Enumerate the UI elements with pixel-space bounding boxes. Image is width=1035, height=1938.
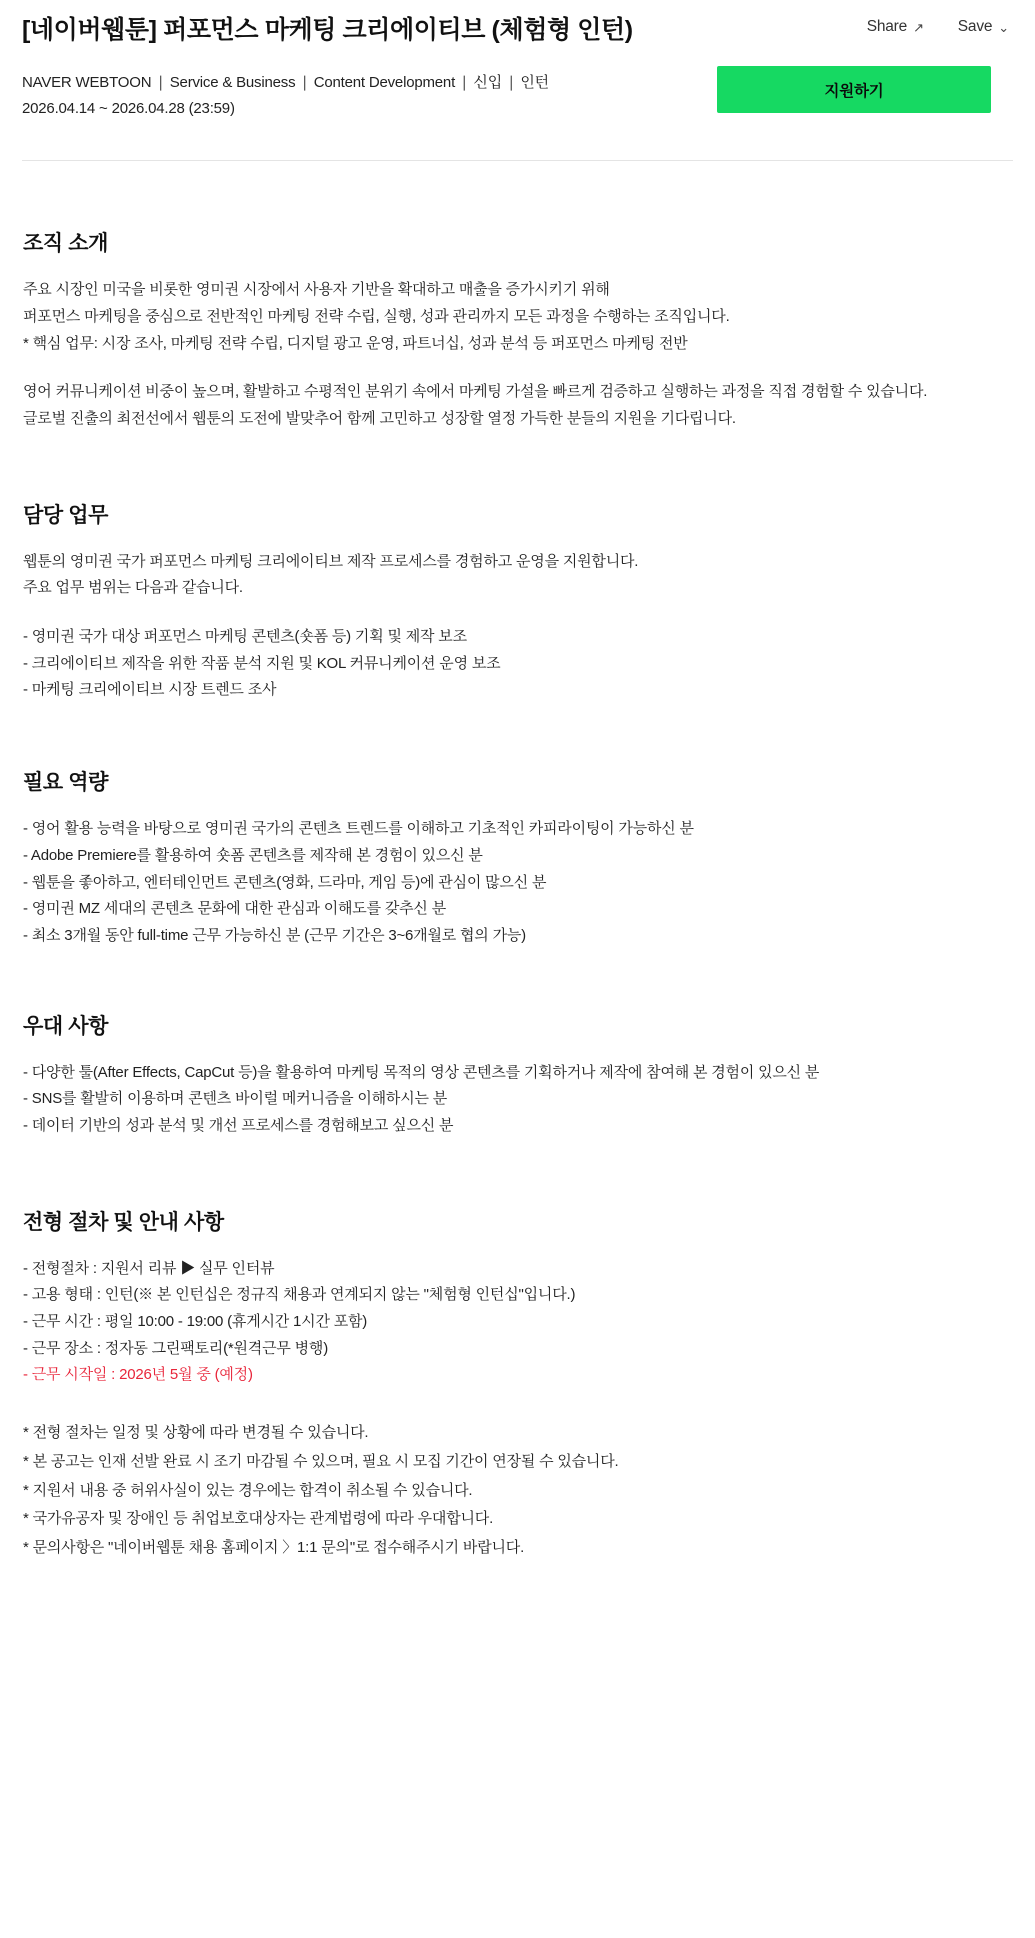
- chevron-down-icon: ⌄: [998, 19, 1009, 35]
- section-responsibilities: [23, 499, 1012, 704]
- meta-separator: ❘: [458, 73, 471, 91]
- section-title: 우대 사항: [23, 1014, 108, 1038]
- note-item: * 본 공고는 인재 선발 완료 시 조기 마감될 수 있으며, 필요 시 모집 기간이 연장될 수 있습니다.: [23, 1452, 619, 1470]
- list-item: - 마케팅 크리에이티브 시장 트렌드 조사: [23, 681, 277, 699]
- header-actions: [867, 18, 1009, 36]
- process-list: [23, 1256, 1012, 1389]
- requirements-list: [23, 816, 1012, 949]
- list-item: - 영미권 국가 대상 퍼포먼스 마케팅 콘텐츠(숏폼 등) 기획 및 제작 보조: [23, 628, 467, 646]
- note-item: * 전형 절차는 일정 및 상황에 따라 변경될 수 있습니다.: [23, 1424, 369, 1442]
- section-organization: [23, 227, 1012, 432]
- meta-team: Content Development: [313, 73, 456, 91]
- section-paragraph: 영어 커뮤니케이션 비중이 높으며, 활발하고 수평적인 분위기 속에서 마케팅 가설을 빠르게 검증하고 실행하는 과정을 직접 경험할 수 있습니다.: [23, 383, 928, 401]
- list-item: - 근무 장소 : 정자동 그린팩토리(*원격근무 병행): [23, 1339, 329, 1357]
- section-paragraph: 웹툰의 영미권 국가 퍼포먼스 마케팅 크리에이티브 제작 프로세스를 경험하고 운영을 지원합니다.: [23, 552, 639, 570]
- page-title: [네이버웹툰] 퍼포먼스 마케팅 크리에이티브 (체험형 인턴): [22, 16, 633, 44]
- list-item: - Adobe Premiere를 활용하여 숏폼 콘텐츠를 제작해 본 경험이 있으신 분: [23, 846, 483, 864]
- external-link-icon: ↗: [913, 19, 924, 35]
- meta-company: NAVER WEBTOON: [22, 73, 152, 91]
- list-item: - SNS를 활발히 이용하며 콘텐츠 바이럴 메커니즘을 이해하시는 분: [23, 1090, 448, 1108]
- note-item: * 문의사항은 "네이버웹툰 채용 홈페이지 〉1:1 문의"로 접수해주시기 바랍니다.: [23, 1539, 525, 1557]
- section-paragraph: * 핵심 업무: 시장 조사, 마케팅 전략 수립, 디지털 광고 운영, 파트너십, 성과 분석 등 퍼포먼스 마케팅 전반: [23, 334, 688, 352]
- meta-career-level: 신입: [473, 73, 503, 91]
- posting-header: [22, 0, 1013, 122]
- meta-application-period: 2026.04.14 ~ 2026.04.28 (23:59): [22, 100, 235, 117]
- meta-department: Service & Business: [169, 73, 296, 91]
- meta-separator: ❘: [298, 73, 311, 91]
- note-item: * 지원서 내용 중 허위사실이 있는 경우에는 합격이 취소될 수 있습니다.: [23, 1481, 473, 1499]
- process-notes: [23, 1419, 1012, 1563]
- section-title: 담당 업무: [23, 503, 108, 527]
- list-item: - 다양한 툴(After Effects, CapCut 등)을 활용하여 마케팅 목적의 영상 콘텐츠를 기획하거나 제작에 참여해 본 경험이 있으신 분: [23, 1063, 820, 1081]
- posting-content: [22, 227, 1013, 1603]
- save-button[interactable]: [958, 18, 1009, 36]
- list-item-start-date: [23, 1362, 1012, 1389]
- preferred-list: [23, 1060, 1012, 1140]
- responsibilities-list: [23, 624, 1012, 704]
- section-paragraph: 주요 업무 범위는 다음과 같습니다.: [23, 579, 243, 597]
- start-date-label: - 근무 시작일 :: [23, 1366, 120, 1384]
- section-requirements: [23, 766, 1012, 949]
- save-label: Save: [957, 18, 993, 35]
- share-button[interactable]: [867, 18, 924, 36]
- meta-separator: ❘: [505, 73, 518, 91]
- list-item: - 영미권 MZ 세대의 콘텐츠 문화에 대한 관심과 이해도를 갖추신 분: [23, 900, 446, 918]
- section-preferred: [23, 1010, 1012, 1140]
- share-label: Share: [866, 18, 908, 35]
- apply-button[interactable]: 지원하기: [717, 66, 991, 113]
- list-item: - 데이터 기반의 성과 분석 및 개선 프로세스를 경험해보고 싶으신 분: [23, 1116, 454, 1134]
- list-item: - 웹툰을 좋아하고, 엔터테인먼트 콘텐츠(영화, 드라마, 게임 등)에 관심이 많으신 분: [23, 873, 547, 891]
- meta-separator: ❘: [154, 73, 167, 91]
- meta-breadcrumb: [22, 70, 713, 96]
- section-title: 필요 역량: [23, 771, 108, 795]
- list-item: - 영어 활용 능력을 바탕으로 영미권 국가의 콘텐츠 트렌드를 이해하고 기초적인 카피라이팅이 가능하신 분: [23, 820, 694, 838]
- start-date-value: 2026년 5월 중 (예정): [119, 1366, 253, 1384]
- list-item: - 크리에이티브 제작을 위한 작품 분석 지원 및 KOL 커뮤니케이션 운영 보조: [23, 654, 501, 672]
- section-process: [23, 1206, 1012, 1563]
- section-paragraph: 글로벌 진출의 최전선에서 웹툰의 도전에 발맞추어 함께 고민하고 성장할 열정 가득한 분들의 지원을 기다립니다.: [23, 410, 736, 427]
- section-title: 조직 소개: [23, 232, 108, 256]
- note-item: * 국가유공자 및 장애인 등 취업보호대상자는 관계법령에 따라 우대합니다.: [23, 1510, 494, 1528]
- section-paragraph: 퍼포먼스 마케팅을 중심으로 전반적인 마케팅 전략 수립, 실행, 성과 관리까지 모든 과정을 수행하는 조직입니다.: [23, 307, 730, 325]
- list-item: - 최소 3개월 동안 full-time 근무 가능하신 분 (근무 기간은 3~6개월로 협의 가능): [23, 926, 526, 944]
- meta-employment-type: 인턴: [520, 73, 549, 91]
- header-divider: [22, 160, 1013, 161]
- list-item: - 전형절차 : 지원서 리뷰 ▶ 실무 인터뷰: [23, 1259, 275, 1277]
- bottom-spacer: [23, 1563, 1012, 1603]
- list-item: - 근무 시간 : 평일 10:00 - 19:00 (휴게시간 1시간 포함): [23, 1313, 368, 1330]
- list-item: - 고용 형태 : 인턴(※ 본 인턴십은 정규직 채용과 연계되지 않는 "체험형 인턴십"입니다.): [23, 1286, 576, 1304]
- section-paragraph: 주요 시장인 미국을 비롯한 영미권 시장에서 사용자 기반을 확대하고 매출을 증가시키기 위해: [23, 281, 610, 299]
- section-title: 전형 절차 및 안내 사항: [23, 1210, 224, 1234]
